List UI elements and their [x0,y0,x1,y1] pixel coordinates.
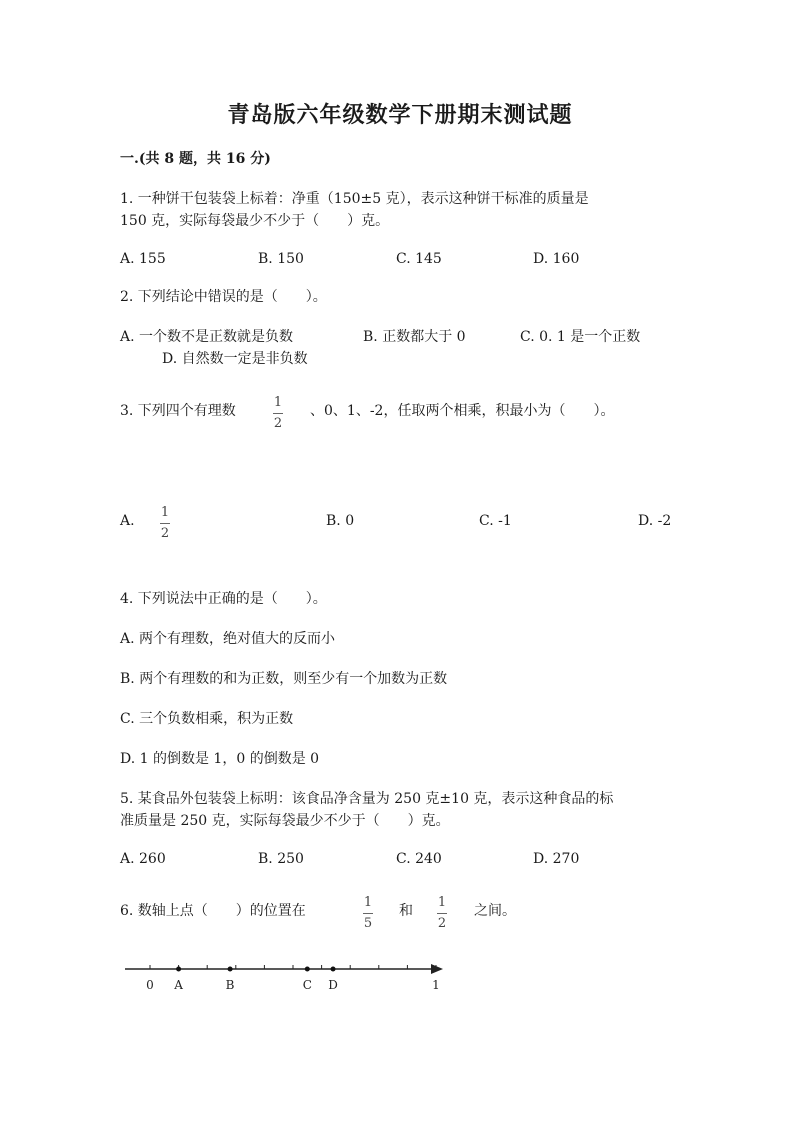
q3-option-a-fraction [160,506,170,541]
q3-option-b[interactable]: B. 0 [326,513,355,529]
q2-option-b[interactable]: B. 正数都大于 0 [363,329,466,345]
fraction-denominator: 2 [273,416,283,431]
q4-option-b[interactable]: B. 两个有理数的和为正数，则至少有一个加数为正数 [120,671,448,687]
q3-option-a-label[interactable]: A. [120,513,135,529]
q2-option-d[interactable]: D. 自然数一定是非负数 [162,351,308,367]
q1-option-c[interactable]: C. 145 [396,251,442,267]
q6-conjunction: 和 [399,903,413,919]
q6-fraction-2 [437,896,447,931]
number-line-point-a [176,967,181,972]
fraction-bar [273,413,283,414]
q2-option-c[interactable]: C. 0. 1 是一个正数 [520,329,641,345]
number-line-point-label: B [225,978,235,992]
number-line-arrow-icon [431,964,443,974]
fraction-numerator: 1 [363,895,373,910]
number-line-end-label: 0 [146,978,154,992]
q4-option-d[interactable]: D. 1 的倒数是 1，0 的倒数是 0 [120,751,320,767]
fraction-bar [437,913,447,914]
q5-option-b[interactable]: B. 250 [258,851,304,867]
q3-option-c[interactable]: C. -1 [479,513,512,529]
fraction-bar [363,913,373,914]
number-line-point-d [331,967,336,972]
q3-stem-suffix: 、0、1、-2，任取两个相乘，积最小为（ ）。 [310,403,615,419]
q6-stem-suffix: 之间。 [474,903,516,919]
q3-stem-prefix: 3. 下列四个有理数 [120,403,236,419]
fraction-denominator: 2 [160,526,170,541]
q5-option-a[interactable]: A. 260 [120,851,166,867]
q2-stem: 2. 下列结论中错误的是（ ）。 [120,289,327,305]
fraction-numerator: 1 [273,395,283,410]
q3-fraction [273,396,283,431]
q6-fraction-1 [363,896,373,931]
section-heading: 一.(共 8 题，共 16 分) [120,151,271,167]
q5-option-c[interactable]: C. 240 [396,851,442,867]
number-line-labels [146,978,440,992]
q2-option-a[interactable]: A. 一个数不是正数就是负数 [120,329,294,345]
q1-option-d[interactable]: D. 160 [533,251,580,267]
number-line-end-label: 1 [432,978,440,992]
q1-stem-line2: 150 克，实际每袋最少不少于（ ）克。 [120,213,390,229]
q4-stem: 4. 下列说法中正确的是（ ）。 [120,591,327,607]
number-line-point-b [228,967,233,972]
q1-option-a[interactable]: A. 155 [120,251,166,267]
fraction-numerator: 1 [437,895,447,910]
number-line-point-c [305,967,310,972]
q1-option-b[interactable]: B. 150 [258,251,304,267]
fraction-denominator: 2 [437,916,447,931]
number-line [115,955,455,1000]
q6-stem-prefix: 6. 数轴上点（ ）的位置在 [120,903,306,919]
q3-option-d[interactable]: D. -2 [638,513,672,529]
fraction-bar [160,523,170,524]
q5-stem-line2: 准质量是 250 克，实际每袋最少不少于（ ）克。 [120,813,450,829]
number-line-point-label: A [174,978,183,992]
fraction-denominator: 5 [363,916,373,931]
q5-stem-line1: 5. 某食品外包装袋上标明：该食品净含量为 250 克±10 克，表示这种食品的标 [120,791,614,807]
q5-option-d[interactable]: D. 270 [533,851,580,867]
q4-option-a[interactable]: A. 两个有理数，绝对值大的反而小 [120,631,336,647]
fraction-numerator: 1 [160,505,170,520]
number-line-point-label: C [302,978,312,992]
q1-stem-line1: 1. 一种饼干包装袋上标着：净重（150±5 克），表示这种饼干标准的质量是 [120,191,589,207]
page-title: 青岛版六年级数学下册期末测试题 [227,102,573,128]
q4-option-c[interactable]: C. 三个负数相乘，积为正数 [120,711,294,727]
number-line-point-label: D [328,978,338,992]
